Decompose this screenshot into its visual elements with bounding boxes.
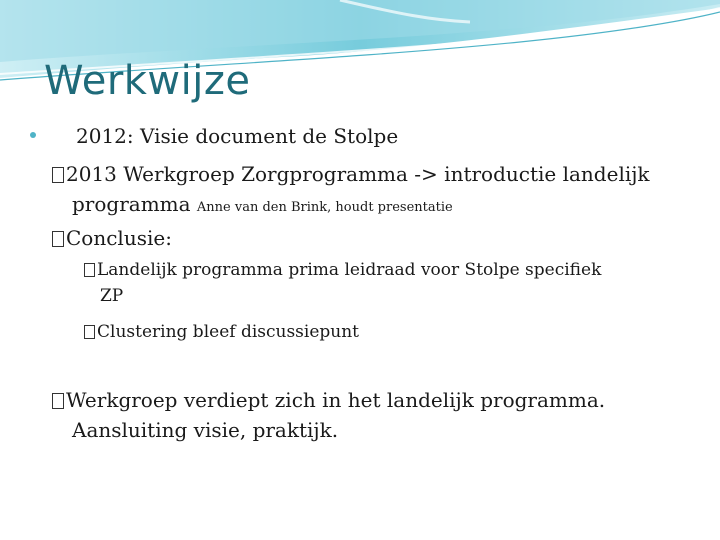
sub-bullet-1-line-1 — [84, 260, 601, 280]
bullet-4-line-2: Aansluiting visie, praktijk. — [72, 418, 339, 442]
bullet-3-text: Conclusie: — [66, 226, 172, 250]
bullet-1: 2012: Visie document de Stolpe — [76, 124, 399, 148]
missing-glyph-icon — [84, 263, 95, 277]
missing-glyph-icon — [52, 393, 64, 409]
sub-bullet-1-line-2: ZP — [100, 286, 124, 306]
sub-bullet-2 — [84, 322, 359, 342]
bullet-4-line-1 — [52, 388, 605, 412]
bullet-2-text-a: 2013 Werkgroep Zorgprogramma -> introductie landelijk — [66, 162, 650, 186]
bullet-2-text-b: programma — [72, 192, 197, 216]
bullet-3 — [52, 226, 172, 250]
bullet-2-line-1 — [52, 162, 650, 186]
sub-bullet-1-text-a: Landelijk programma prima leidraad voor Stolpe specifiek — [97, 260, 602, 280]
missing-glyph-icon — [52, 167, 64, 183]
sub-bullet-2-text: Clustering bleef discussiepunt — [97, 322, 360, 342]
bullet-dot-icon — [30, 132, 36, 138]
slide-title: Werkwijze — [44, 58, 251, 104]
missing-glyph-icon — [52, 231, 64, 247]
bullet-2-line-2 — [72, 192, 453, 216]
bullet-4-text-a: Werkgroep verdiept zich in het landelijk programma. — [66, 388, 606, 412]
missing-glyph-icon — [84, 325, 95, 339]
bullet-2-note: Anne van den Brink, houdt presentatie — [196, 200, 453, 215]
